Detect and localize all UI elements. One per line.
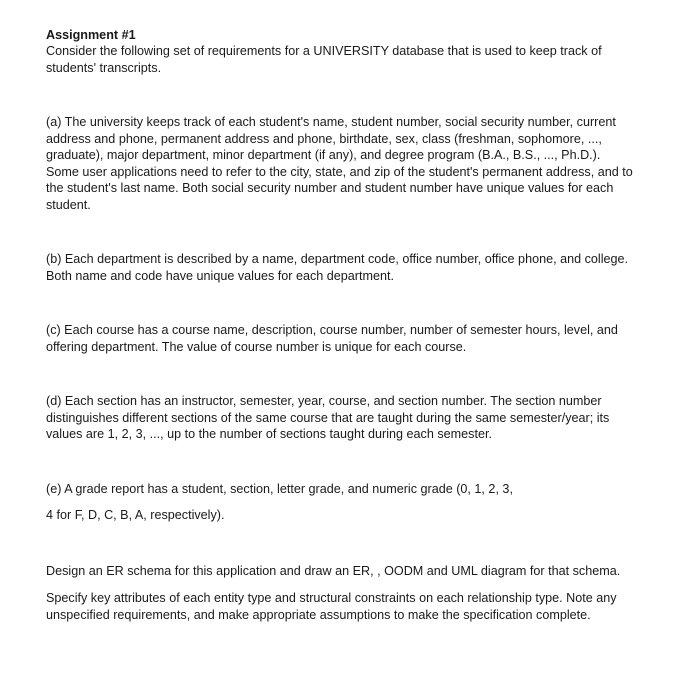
requirement-e-line2: 4 for F, D, C, B, A, respectively). xyxy=(46,508,225,522)
assignment-title: Assignment #1 xyxy=(46,28,136,42)
requirement-b: (b) Each department is described by a name, department code, office number, office phone, and college. Both name and code have unique values for each department. xyxy=(46,252,628,283)
requirement-e-line1: (e) A grade report has a student, section, letter grade, and numeric grade (0, 1, 2, 3, xyxy=(46,481,513,496)
requirement-d: (d) Each section has an instructor, semester, year, course, and section number. The section number distinguishes different sections of the same course that are taught during the same semester/year; its values are 1, 2, 3, ..., up to the number of sections taught during each semester. xyxy=(46,394,610,441)
requirement-a: (a) The university keeps track of each student's name, student number, social security number, current address and phone, permanent address and phone, birthdate, sex, class (freshman, sophomore, ..., graduate), major department, minor department (if any), and degree program (B.A., B.S., ..., Ph.D.). Some user applications need to refer to the city, state, and zip of the student's permanent address, and to the student's last name. Both social security number and student number have unique values for each student. xyxy=(46,115,633,212)
requirement-c: (c) Each course has a course name, description, course number, number of semester hours, level, and offering department. The value of course number is unique for each course. xyxy=(46,323,618,354)
intro-paragraph: Consider the following set of requirements for a UNIVERSITY database that is used to keep track of students' transcripts. xyxy=(46,44,602,75)
specify-instruction: Specify key attributes of each entity type and structural constraints on each relationship type. Note any unspecified requirements, and make appropriate assumptions to make the specification complete. xyxy=(46,591,617,622)
design-instruction: Design an ER schema for this application and draw an ER, , OODM and UML diagram for that schema. xyxy=(46,563,621,578)
document-page xyxy=(46,27,636,623)
